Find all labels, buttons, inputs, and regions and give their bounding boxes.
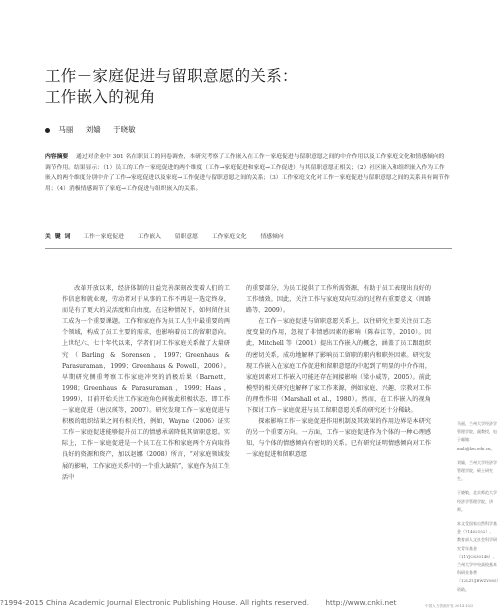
author-name: 马丽 [58,125,74,134]
copyright-footer [0,598,470,607]
body-paragraph: 改革开放以来，经济体制的日益完善深刻改变着人们的工作信息和就业观，劳动者对于从事的工作不再是一选定终身，而是有了更大的灵活度和自由度。在这种情况下，如何留住员工成为一个重要课题。工作和家庭作为员工人生中最重要的两个领域，构成了员工主要的需求，也影响着员工的留职意向。上世纪六、七十年代以来，学者们对工作家庭关系做了大量研究（Barling & Sorensen，1997；Greenhaus & Parasuraman，1999；Greenhaus & Powell，2006）。早期研究侧重考察工作家庭冲突的消极后果（Barnett，1998；Greenhaus & Parasuraman，1999；Haas，1999），目前开始关注工作家庭角色间彼此积极状态，即工作－家庭促进（唐汉瑛等，2007）。研究发现工作－家庭促进与积极的组织结果之间有相关性，例如，Wayne（2006）证实工作－家庭促进能够提升员工的情感承诺降低其留职意愿。实际上，工作－家庭促进是一个员工在工作和家庭两个方向取得良好的资源和资产，加以赵娜（2008）所言，“对家庭领域发展的影响，工作家庭关系中的一个重大缺陷”，家庭作为员工生活中 [62,285,230,481]
author-name: 刘嫱 [85,125,101,134]
body-paragraph: 探索影响工作－家庭促进作用机制及其效果的作用边界是本研究的另一个重要方向。一方面，工作－家庭促进作为个体的一种心理感知，与个体的情感倾向有密切的关系。已有研究证明情感倾向对工作－家庭促进和留职意愿 [246,418,431,459]
author-note: 于晓敏，北京师范大学经济学管理学院，讲师。 [457,490,497,512]
body-paragraph: 在工作－家庭促进与留职意愿关系上，以往研究主要关注员工态度变量的作用，忽视了非情感因素的影响（陈春江等，2010）。因此，Mitchell 等（2001）提出工作嵌入的概念，涵盖了员工跟组织的密切关系，成功地解释了影响员工留职的职内和职外因素。研究发现工作嵌入在家庭工作促进和留职意愿的中起到了明显的中介作用，家庭因素对工作嵌入可能还存在间接影响（梁小威等，2005）。前此模型的相关研究也解释了家工作来源，例如家庭、兴趣、宗教对工作的理性作用（Marshall et al.，1980）。然而，在工作嵌入的视角下探讨工作－家庭促进与员工留职意愿关系的研究还十分稀缺。 [246,318,431,415]
divider [45,248,452,249]
abstract-label: 内容摘要 [45,154,69,160]
author-name: 于晓敏 [113,125,136,134]
keyword: 留职意愿 [174,234,198,240]
funding-note: 本文受国家自然科学基金（71402152）、教育部人文社会科学研究青年基金（11YJC630148）、兰州大学中央高校基本科研业务费（12LZUJBWZY085）资助。 [457,521,501,592]
keywords [45,231,450,240]
abstract [45,152,450,194]
title-line-1: 工作－家庭促进与留职意愿的关系： [45,67,298,85]
abstract-text: 通过对企业中 301 名在职员工的问卷调查，本研究考察了工作嵌入在工作－家庭促进与留职意愿之间的中介作用以及工作家庭文化和情感倾向的调节作用。结果显示：（1）员工的工作－家庭促进的两个维度（工作→家庭促进和家庭→工作促进）与其留职意愿正相关；（2）社区嵌入和组织嵌入作为工作嵌入的两个维度分别中介了工作→家庭促进以及家庭→工作促进与留职意愿之间的关系；（3）工作家庭文化对工作－家庭促进与留职意愿之间的关系具有调节作用；（4）消极情感调节了家庭→工作促进与组织嵌入的关系。 [45,154,450,192]
bullet-icon [45,128,50,133]
keyword: 工作家庭文化 [211,234,247,240]
body-column-right [246,283,431,461]
author-notes [457,420,501,600]
keywords-label: 关 键 词 [45,234,72,240]
keyword: 工作－家庭促进 [83,234,124,240]
keyword: 情感倾向 [260,234,284,240]
article-title [45,66,385,108]
page-info: 中国人力资源开发 2014.10/2 [425,604,474,608]
author-list [45,124,146,135]
body-paragraph: 的重要部分，为员工提供了工作所需资源，有助于员工表现出良好的工作绩效。因此，关注工作与家庭双向互动的过程有重要意义（周路路等，2009）。 [246,285,431,315]
author-note: 刘嫱，兰州大学经济学管理学院，硕士研究生。 [457,459,497,482]
author-note: 马丽，兰州大学经济学管理学院，副教授，电子邮箱：mali@lzu.edu.cn。 [457,421,497,451]
body-column-left [62,283,230,483]
copyright-text: ?1994-2015 China Academic Journal Electronic Publishing House. All rights reserved. [0,598,310,607]
keyword: 工作嵌入 [137,234,161,240]
footer-link[interactable]: http://www.cnki.net [325,598,397,607]
title-line-2: 工作嵌入的视角 [45,88,156,106]
